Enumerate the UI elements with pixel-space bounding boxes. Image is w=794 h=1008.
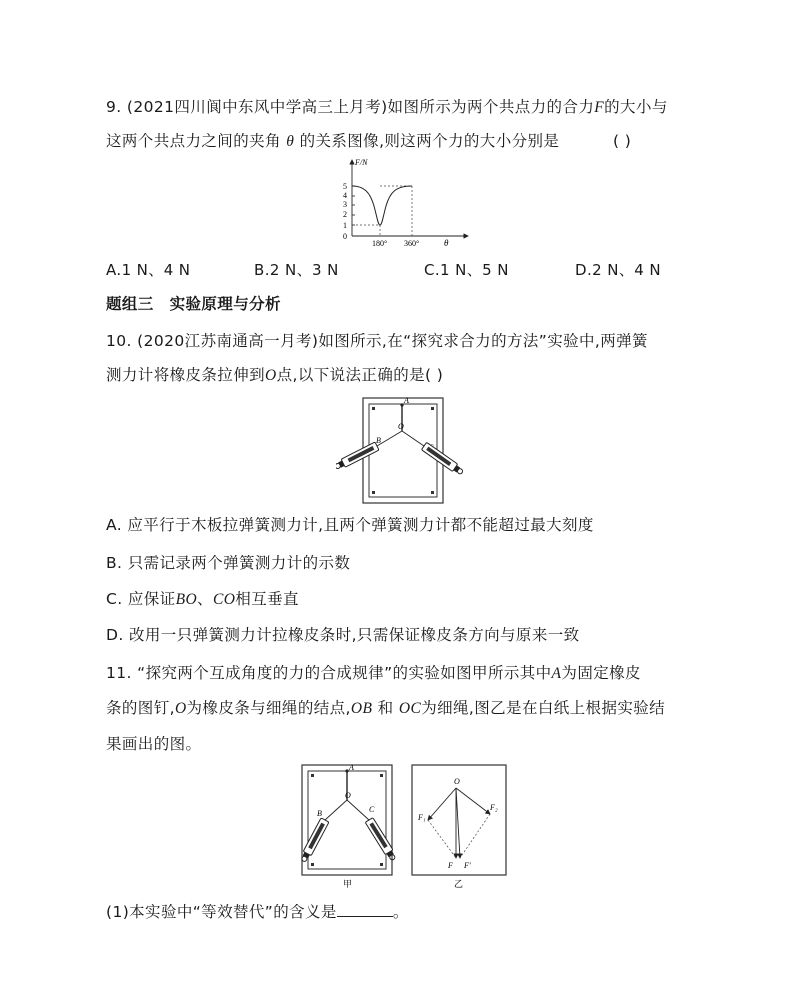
y-tick: 4 [343,191,347,200]
x-tick: 360° [404,239,420,248]
q9-graph [336,154,476,250]
q11-figure-jia [293,762,401,892]
caption-yi: 乙 [454,879,464,889]
vector-f2 [456,788,490,814]
q10-line1: 10. (2020江苏南通高一月考)如图所示,在“探究求合力的方法”实验中,两弹簧 [106,332,648,350]
q9-option-c: C.1 N、5 N [424,261,509,279]
answer-blank[interactable] [337,900,393,917]
label-o: O [398,422,404,431]
q9-line2: 这两个共点力之间的夹角 θ 的关系图像,则这两个力的大小分别是 [106,132,560,150]
vector-f-prime [456,788,460,858]
q10-line2: 测力计将橡皮条拉伸到O点,以下说法正确的是( ) [106,366,444,384]
spring-scale-left [299,818,329,863]
q10-figure [336,393,468,507]
y-tick: 5 [343,182,347,191]
q10-option-b: B. 只需记录两个弹簧测力计的示数 [106,554,351,572]
label-b: B [317,809,322,818]
label-f-prime: F' [464,861,471,870]
caption-jia: 甲 [343,879,353,889]
q10-option-a: A. 应平行于木板拉弹簧测力计,且两个弹簧测力计都不能超过最大刻度 [106,516,594,534]
label-b: B [376,436,381,445]
y-tick: 2 [343,210,347,219]
spring-scale-right [365,818,397,862]
label-o: O [345,791,351,800]
label-a: A [349,763,354,772]
vector-f1 [428,788,456,820]
y-tick: 1 [343,221,347,230]
q11-line3: 果画出的图。 [106,735,202,753]
y-axis-label: F/N [355,158,368,167]
section-heading: 题组三 实验原理与分析 [106,295,281,313]
q11-line1: 11. “探究两个互成角度的力的合成规律”的实验如图甲所示其中A为固定橡皮 [106,664,641,682]
q9-line1: 9. (2021四川阆中东风中学高三上月考)如图所示为两个共点力的合力F的大小与 [106,98,668,116]
q9-option-b: B.2 N、3 N [254,261,339,279]
q11-figure-yi [410,762,510,892]
q9-option-a: A.1 N、4 N [106,261,191,279]
y-tick: 3 [343,200,347,209]
label-a: A [404,396,409,405]
q11-sub1: (1)本实验中“等效替代”的含义是 。 [106,900,409,923]
q10-option-d: D. 改用一只弹簧测力计拉橡皮条时,只需保证橡皮条方向与原来一致 [106,626,580,644]
y-tick: 0 [343,232,347,241]
q9-option-d: D.2 N、4 N [575,261,661,279]
q9-answer-paren: ( ) [613,132,632,150]
q11-line2: 条的图钉,O为橡皮条与细绳的结点,OB 和 OC为细绳,图乙是在白纸上根据实验结 [106,699,666,717]
spring-scale-left [336,442,379,471]
y-ticks [343,182,347,241]
label-c: C [369,805,375,814]
label-f: F [448,861,453,870]
label-o: O [454,777,460,786]
label-f2: F₂ [490,803,498,812]
x-axis-label: θ [444,238,449,248]
label-f1: F₁ [418,813,426,822]
q10-option-c: C. 应保证BO、CO相互垂直 [106,590,299,608]
force-curve [352,186,412,225]
x-tick: 180° [372,239,388,248]
